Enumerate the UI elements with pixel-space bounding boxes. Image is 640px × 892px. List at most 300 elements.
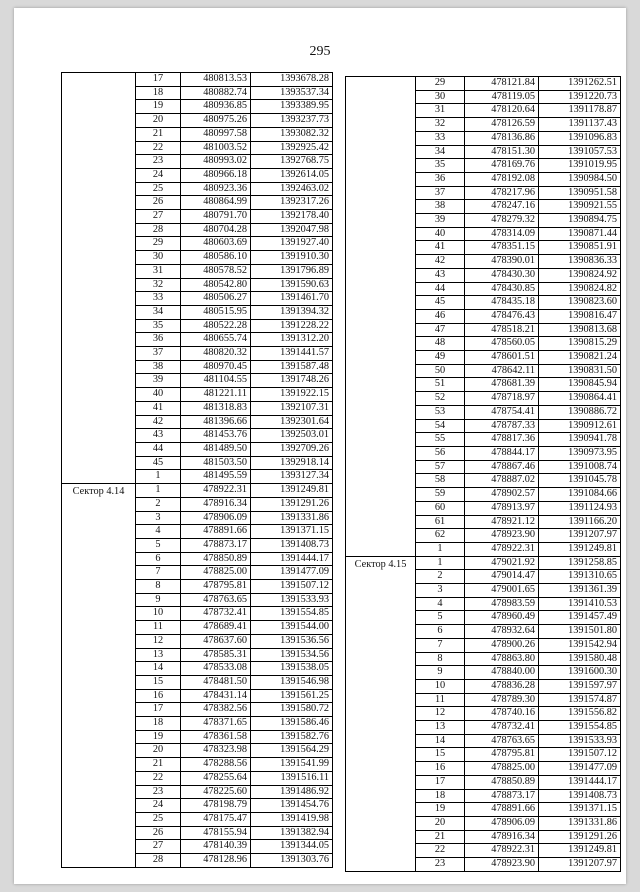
y-coordinate: 1392047.98 xyxy=(251,223,333,237)
y-coordinate: 1391544.00 xyxy=(251,621,333,635)
point-number: 40 xyxy=(136,388,181,402)
point-number: 26 xyxy=(136,196,181,210)
point-number: 39 xyxy=(416,214,465,228)
x-coordinate: 478247.16 xyxy=(465,200,539,214)
point-number: 14 xyxy=(136,662,181,676)
point-number: 33 xyxy=(416,131,465,145)
y-coordinate: 1391408.73 xyxy=(251,538,333,552)
x-coordinate: 480542.80 xyxy=(181,278,251,292)
y-coordinate: 1391477.09 xyxy=(251,566,333,580)
y-coordinate: 1391454.76 xyxy=(251,799,333,813)
point-number: 7 xyxy=(136,566,181,580)
point-number: 22 xyxy=(136,771,181,785)
point-number: 50 xyxy=(416,364,465,378)
y-coordinate: 1391554.85 xyxy=(251,607,333,621)
point-number: 15 xyxy=(416,748,465,762)
y-coordinate: 1391580.72 xyxy=(251,703,333,717)
y-coordinate: 1390864.41 xyxy=(539,392,621,406)
y-coordinate: 1391228.22 xyxy=(251,319,333,333)
y-coordinate: 1391574.87 xyxy=(539,693,621,707)
x-coordinate: 478906.09 xyxy=(181,511,251,525)
point-number: 1 xyxy=(416,542,465,556)
y-coordinate: 1390912.61 xyxy=(539,419,621,433)
x-coordinate: 478825.00 xyxy=(465,762,539,776)
x-coordinate: 478225.60 xyxy=(181,785,251,799)
x-coordinate: 479001.65 xyxy=(465,584,539,598)
y-coordinate: 1390921.55 xyxy=(539,200,621,214)
y-coordinate: 1390816.47 xyxy=(539,309,621,323)
y-coordinate: 1391441.57 xyxy=(251,347,333,361)
y-coordinate: 1390845.94 xyxy=(539,378,621,392)
point-number: 4 xyxy=(416,597,465,611)
y-coordinate: 1392301.64 xyxy=(251,415,333,429)
point-number: 27 xyxy=(136,210,181,224)
x-coordinate: 478681.39 xyxy=(465,378,539,392)
x-coordinate: 478763.65 xyxy=(181,593,251,607)
y-coordinate: 1390836.33 xyxy=(539,255,621,269)
point-number: 29 xyxy=(136,237,181,251)
point-number: 23 xyxy=(416,858,465,872)
x-coordinate: 478913.97 xyxy=(465,501,539,515)
point-number: 23 xyxy=(136,785,181,799)
x-coordinate: 480586.10 xyxy=(181,251,251,265)
point-number: 40 xyxy=(416,227,465,241)
y-coordinate: 1391586.46 xyxy=(251,717,333,731)
x-coordinate: 480704.28 xyxy=(181,223,251,237)
point-number: 56 xyxy=(416,446,465,460)
point-number: 38 xyxy=(416,200,465,214)
point-number: 58 xyxy=(416,474,465,488)
x-coordinate: 478518.21 xyxy=(465,323,539,337)
y-coordinate: 1391371.15 xyxy=(539,803,621,817)
y-coordinate: 1391312.20 xyxy=(251,333,333,347)
y-coordinate: 1391534.56 xyxy=(251,648,333,662)
y-coordinate: 1391533.93 xyxy=(251,593,333,607)
point-number: 43 xyxy=(136,429,181,443)
y-coordinate: 1390831.50 xyxy=(539,364,621,378)
point-number: 20 xyxy=(136,744,181,758)
point-number: 37 xyxy=(416,186,465,200)
x-coordinate: 480966.18 xyxy=(181,168,251,182)
y-coordinate: 1391331.86 xyxy=(251,511,333,525)
point-number: 25 xyxy=(136,182,181,196)
x-coordinate: 478923.90 xyxy=(465,529,539,543)
point-number: 17 xyxy=(136,73,181,87)
x-coordinate: 478430.30 xyxy=(465,268,539,282)
y-coordinate: 1390821.24 xyxy=(539,351,621,365)
sector-label xyxy=(346,77,416,557)
y-coordinate: 1390941.78 xyxy=(539,433,621,447)
point-number: 6 xyxy=(136,552,181,566)
x-coordinate: 478601.51 xyxy=(465,351,539,365)
point-number: 16 xyxy=(136,689,181,703)
y-coordinate: 1391561.25 xyxy=(251,689,333,703)
point-number: 1 xyxy=(136,470,181,484)
y-coordinate: 1391486.92 xyxy=(251,785,333,799)
x-coordinate: 481104.55 xyxy=(181,374,251,388)
x-coordinate: 480864.99 xyxy=(181,196,251,210)
coordinates-table-left xyxy=(61,72,333,868)
x-coordinate: 478867.46 xyxy=(465,460,539,474)
y-coordinate: 1391371.15 xyxy=(251,525,333,539)
y-coordinate: 1390813.68 xyxy=(539,323,621,337)
point-number: 33 xyxy=(136,292,181,306)
x-coordinate: 478476.43 xyxy=(465,309,539,323)
y-coordinate: 1390886.72 xyxy=(539,405,621,419)
x-coordinate: 481318.83 xyxy=(181,401,251,415)
x-coordinate: 481495.59 xyxy=(181,470,251,484)
point-number: 19 xyxy=(136,100,181,114)
y-coordinate: 1392614.05 xyxy=(251,168,333,182)
point-number: 17 xyxy=(136,703,181,717)
y-coordinate: 1391461.70 xyxy=(251,292,333,306)
page-number: 295 xyxy=(309,44,331,59)
point-number: 28 xyxy=(136,854,181,868)
point-number: 43 xyxy=(416,268,465,282)
x-coordinate: 478732.41 xyxy=(465,721,539,735)
y-coordinate: 1391748.26 xyxy=(251,374,333,388)
y-coordinate: 1391344.05 xyxy=(251,840,333,854)
x-coordinate: 478120.64 xyxy=(465,104,539,118)
point-number: 26 xyxy=(136,826,181,840)
x-coordinate: 478754.41 xyxy=(465,405,539,419)
x-coordinate: 481503.50 xyxy=(181,456,251,470)
x-coordinate: 480791.70 xyxy=(181,210,251,224)
point-number: 32 xyxy=(136,278,181,292)
x-coordinate: 479014.47 xyxy=(465,570,539,584)
point-number: 6 xyxy=(416,625,465,639)
document-page xyxy=(14,8,626,884)
y-coordinate: 1391922.15 xyxy=(251,388,333,402)
point-number: 5 xyxy=(136,538,181,552)
x-coordinate: 480997.58 xyxy=(181,127,251,141)
x-coordinate: 480522.28 xyxy=(181,319,251,333)
x-coordinate: 481453.76 xyxy=(181,429,251,443)
point-number: 4 xyxy=(136,525,181,539)
y-coordinate: 1391590.63 xyxy=(251,278,333,292)
point-number: 1 xyxy=(136,484,181,498)
y-coordinate: 1391361.39 xyxy=(539,584,621,598)
y-coordinate: 1391291.26 xyxy=(539,830,621,844)
point-number: 12 xyxy=(136,634,181,648)
y-coordinate: 1391538.05 xyxy=(251,662,333,676)
y-coordinate: 1391291.26 xyxy=(251,497,333,511)
x-coordinate: 480813.53 xyxy=(181,73,251,87)
x-coordinate: 478789.30 xyxy=(465,693,539,707)
x-coordinate: 478119.05 xyxy=(465,90,539,104)
x-coordinate: 478983.59 xyxy=(465,597,539,611)
point-number: 55 xyxy=(416,433,465,447)
x-coordinate: 478121.84 xyxy=(465,77,539,91)
y-coordinate: 1392503.01 xyxy=(251,429,333,443)
x-coordinate: 478155.94 xyxy=(181,826,251,840)
y-coordinate: 1390824.82 xyxy=(539,282,621,296)
point-number: 44 xyxy=(136,442,181,456)
sector-label xyxy=(62,73,136,484)
point-number: 1 xyxy=(416,556,465,570)
point-number: 7 xyxy=(416,638,465,652)
x-coordinate: 478689.41 xyxy=(181,621,251,635)
y-coordinate: 1391166.20 xyxy=(539,515,621,529)
point-number: 36 xyxy=(136,333,181,347)
point-number: 57 xyxy=(416,460,465,474)
y-coordinate: 1393237.73 xyxy=(251,114,333,128)
y-coordinate: 1392925.42 xyxy=(251,141,333,155)
y-coordinate: 1391580.48 xyxy=(539,652,621,666)
y-coordinate: 1391258.85 xyxy=(539,556,621,570)
y-coordinate: 1391249.81 xyxy=(539,542,621,556)
x-coordinate: 478431.14 xyxy=(181,689,251,703)
point-number: 9 xyxy=(136,593,181,607)
x-coordinate: 478844.17 xyxy=(465,446,539,460)
y-coordinate: 1391507.12 xyxy=(251,580,333,594)
point-number: 18 xyxy=(136,717,181,731)
table-row xyxy=(346,77,621,91)
y-coordinate: 1391554.85 xyxy=(539,721,621,735)
y-coordinate: 1391096.83 xyxy=(539,131,621,145)
point-number: 42 xyxy=(136,415,181,429)
x-coordinate: 478217.96 xyxy=(465,186,539,200)
point-number: 45 xyxy=(416,296,465,310)
point-number: 29 xyxy=(416,77,465,91)
x-coordinate: 478900.26 xyxy=(465,638,539,652)
x-coordinate: 478922.31 xyxy=(465,542,539,556)
y-coordinate: 1391597.97 xyxy=(539,679,621,693)
y-coordinate: 1393127.34 xyxy=(251,470,333,484)
sector-label: Сектор 4.14 xyxy=(62,484,136,868)
point-number: 10 xyxy=(136,607,181,621)
point-number: 12 xyxy=(416,707,465,721)
x-coordinate: 478435.18 xyxy=(465,296,539,310)
x-coordinate: 480506.27 xyxy=(181,292,251,306)
point-number: 37 xyxy=(136,347,181,361)
y-coordinate: 1391008.74 xyxy=(539,460,621,474)
point-number: 46 xyxy=(416,309,465,323)
y-coordinate: 1392463.02 xyxy=(251,182,333,196)
y-coordinate: 1391564.29 xyxy=(251,744,333,758)
y-coordinate: 1391587.48 xyxy=(251,360,333,374)
x-coordinate: 478323.98 xyxy=(181,744,251,758)
x-coordinate: 478795.81 xyxy=(465,748,539,762)
x-coordinate: 478314.09 xyxy=(465,227,539,241)
point-number: 25 xyxy=(136,812,181,826)
point-number: 28 xyxy=(136,223,181,237)
x-coordinate: 478906.09 xyxy=(465,816,539,830)
x-coordinate: 478825.00 xyxy=(181,566,251,580)
point-number: 13 xyxy=(136,648,181,662)
y-coordinate: 1391220.73 xyxy=(539,90,621,104)
x-coordinate: 478817.36 xyxy=(465,433,539,447)
y-coordinate: 1393082.32 xyxy=(251,127,333,141)
table-row xyxy=(346,556,621,570)
x-coordinate: 478891.66 xyxy=(181,525,251,539)
x-coordinate: 478922.31 xyxy=(465,844,539,858)
coordinates-table-right xyxy=(345,76,621,872)
y-coordinate: 1390894.75 xyxy=(539,214,621,228)
point-number: 47 xyxy=(416,323,465,337)
y-coordinate: 1391419.98 xyxy=(251,812,333,826)
y-coordinate: 1392317.26 xyxy=(251,196,333,210)
x-coordinate: 478151.30 xyxy=(465,145,539,159)
y-coordinate: 1391303.76 xyxy=(251,854,333,868)
point-number: 36 xyxy=(416,172,465,186)
x-coordinate: 478255.64 xyxy=(181,771,251,785)
x-coordinate: 478279.32 xyxy=(465,214,539,228)
point-number: 41 xyxy=(416,241,465,255)
point-number: 48 xyxy=(416,337,465,351)
y-coordinate: 1391207.97 xyxy=(539,529,621,543)
point-number: 42 xyxy=(416,255,465,269)
x-coordinate: 478836.28 xyxy=(465,679,539,693)
x-coordinate: 478560.05 xyxy=(465,337,539,351)
x-coordinate: 478902.57 xyxy=(465,488,539,502)
x-coordinate: 480923.36 xyxy=(181,182,251,196)
y-coordinate: 1391444.17 xyxy=(539,775,621,789)
x-coordinate: 478288.56 xyxy=(181,758,251,772)
point-number: 22 xyxy=(136,141,181,155)
x-coordinate: 478795.81 xyxy=(181,580,251,594)
y-coordinate: 1391410.53 xyxy=(539,597,621,611)
x-coordinate: 478873.17 xyxy=(465,789,539,803)
point-number: 19 xyxy=(416,803,465,817)
x-coordinate: 478873.17 xyxy=(181,538,251,552)
y-coordinate: 1393678.28 xyxy=(251,73,333,87)
y-coordinate: 1391927.40 xyxy=(251,237,333,251)
y-coordinate: 1391582.76 xyxy=(251,730,333,744)
x-coordinate: 478922.31 xyxy=(181,484,251,498)
point-number: 35 xyxy=(136,319,181,333)
x-coordinate: 478960.49 xyxy=(465,611,539,625)
x-coordinate: 478763.65 xyxy=(465,734,539,748)
y-coordinate: 1391331.86 xyxy=(539,816,621,830)
point-number: 20 xyxy=(416,816,465,830)
x-coordinate: 478887.02 xyxy=(465,474,539,488)
y-coordinate: 1393389.95 xyxy=(251,100,333,114)
x-coordinate: 478732.41 xyxy=(181,607,251,621)
x-coordinate: 480993.02 xyxy=(181,155,251,169)
point-number: 34 xyxy=(136,305,181,319)
point-number: 10 xyxy=(416,679,465,693)
y-coordinate: 1391516.11 xyxy=(251,771,333,785)
y-coordinate: 1391556.82 xyxy=(539,707,621,721)
y-coordinate: 1392709.26 xyxy=(251,442,333,456)
y-coordinate: 1391533.93 xyxy=(539,734,621,748)
point-number: 3 xyxy=(416,584,465,598)
table-row xyxy=(62,484,333,498)
y-coordinate: 1391249.81 xyxy=(251,484,333,498)
x-coordinate: 478840.00 xyxy=(465,666,539,680)
x-coordinate: 478850.89 xyxy=(181,552,251,566)
point-number: 60 xyxy=(416,501,465,515)
x-coordinate: 481489.50 xyxy=(181,442,251,456)
x-coordinate: 478642.11 xyxy=(465,364,539,378)
point-number: 20 xyxy=(136,114,181,128)
point-number: 35 xyxy=(416,159,465,173)
x-coordinate: 478136.86 xyxy=(465,131,539,145)
point-number: 41 xyxy=(136,401,181,415)
x-coordinate: 478787.33 xyxy=(465,419,539,433)
point-number: 24 xyxy=(136,799,181,813)
x-coordinate: 478481.50 xyxy=(181,675,251,689)
y-coordinate: 1391477.09 xyxy=(539,762,621,776)
y-coordinate: 1391501.80 xyxy=(539,625,621,639)
x-coordinate: 480970.45 xyxy=(181,360,251,374)
point-number: 31 xyxy=(416,104,465,118)
point-number: 62 xyxy=(416,529,465,543)
y-coordinate: 1390871.44 xyxy=(539,227,621,241)
y-coordinate: 1391542.94 xyxy=(539,638,621,652)
x-coordinate: 480882.74 xyxy=(181,86,251,100)
x-coordinate: 478371.65 xyxy=(181,717,251,731)
y-coordinate: 1390823.60 xyxy=(539,296,621,310)
point-number: 44 xyxy=(416,282,465,296)
y-coordinate: 1391207.97 xyxy=(539,858,621,872)
y-coordinate: 1390951.58 xyxy=(539,186,621,200)
y-coordinate: 1391137.43 xyxy=(539,118,621,132)
x-coordinate: 478932.64 xyxy=(465,625,539,639)
y-coordinate: 1391394.32 xyxy=(251,305,333,319)
x-coordinate: 478175.47 xyxy=(181,812,251,826)
table-body-right xyxy=(346,77,621,872)
x-coordinate: 481396.66 xyxy=(181,415,251,429)
x-coordinate: 480578.52 xyxy=(181,264,251,278)
point-number: 52 xyxy=(416,392,465,406)
point-number: 38 xyxy=(136,360,181,374)
y-coordinate: 1391019.95 xyxy=(539,159,621,173)
point-number: 15 xyxy=(136,675,181,689)
point-number: 19 xyxy=(136,730,181,744)
x-coordinate: 478533.08 xyxy=(181,662,251,676)
point-number: 14 xyxy=(416,734,465,748)
y-coordinate: 1392768.75 xyxy=(251,155,333,169)
x-coordinate: 481221.11 xyxy=(181,388,251,402)
point-number: 27 xyxy=(136,840,181,854)
x-coordinate: 478192.08 xyxy=(465,172,539,186)
y-coordinate: 1390824.92 xyxy=(539,268,621,282)
x-coordinate: 479021.92 xyxy=(465,556,539,570)
y-coordinate: 1391408.73 xyxy=(539,789,621,803)
y-coordinate: 1391249.81 xyxy=(539,844,621,858)
x-coordinate: 480515.95 xyxy=(181,305,251,319)
point-number: 32 xyxy=(416,118,465,132)
x-coordinate: 478390.01 xyxy=(465,255,539,269)
point-number: 30 xyxy=(136,251,181,265)
y-coordinate: 1391057.53 xyxy=(539,145,621,159)
y-coordinate: 1391382.94 xyxy=(251,826,333,840)
x-coordinate: 478169.76 xyxy=(465,159,539,173)
y-coordinate: 1391310.65 xyxy=(539,570,621,584)
y-coordinate: 1391124.93 xyxy=(539,501,621,515)
point-number: 45 xyxy=(136,456,181,470)
x-coordinate: 478351.15 xyxy=(465,241,539,255)
sector-label: Сектор 4.15 xyxy=(346,556,416,871)
point-number: 17 xyxy=(416,775,465,789)
y-coordinate: 1392178.40 xyxy=(251,210,333,224)
x-coordinate: 478891.66 xyxy=(465,803,539,817)
point-number: 22 xyxy=(416,844,465,858)
x-coordinate: 478718.97 xyxy=(465,392,539,406)
x-coordinate: 478740.16 xyxy=(465,707,539,721)
x-coordinate: 478923.90 xyxy=(465,858,539,872)
point-number: 18 xyxy=(136,86,181,100)
point-number: 21 xyxy=(136,127,181,141)
x-coordinate: 478585.31 xyxy=(181,648,251,662)
table-body-left xyxy=(62,73,333,868)
y-coordinate: 1391910.30 xyxy=(251,251,333,265)
x-coordinate: 480655.74 xyxy=(181,333,251,347)
point-number: 23 xyxy=(136,155,181,169)
x-coordinate: 478382.56 xyxy=(181,703,251,717)
